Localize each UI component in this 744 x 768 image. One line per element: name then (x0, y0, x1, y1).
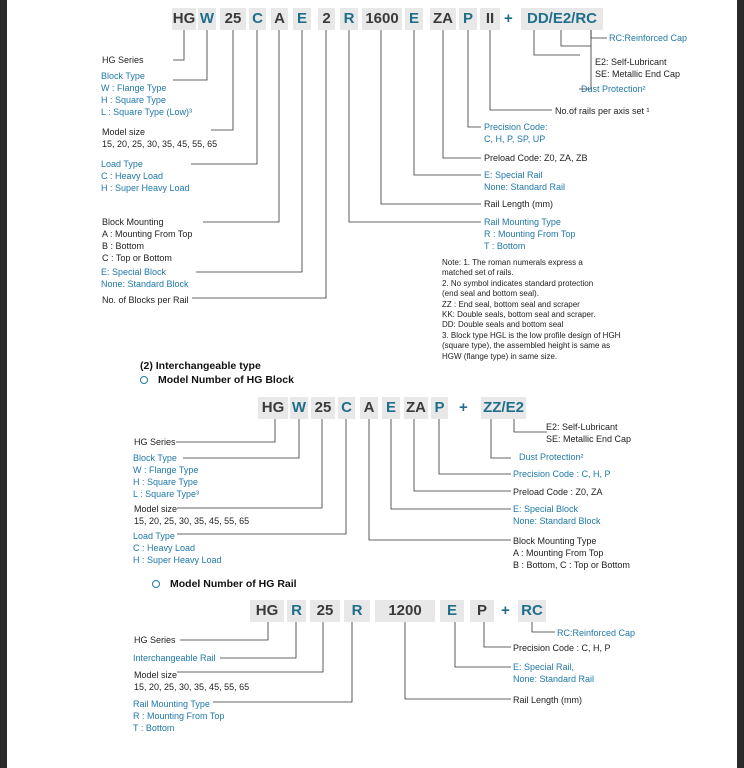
label-self-lubricant: E2: Self-Lubricant SE: Metallic End Cap (595, 57, 681, 79)
code-block-type: W (198, 8, 216, 30)
code3-rail-mounting: R (344, 600, 370, 622)
bullet-icon (152, 580, 160, 588)
code2-precision: P (431, 397, 448, 419)
code-special-block: E (293, 8, 311, 30)
label3-reinforced-cap: RC:Reinforced Cap (557, 628, 636, 638)
label-dust-protection: Dust Protection² (581, 84, 646, 94)
label-special-block: E: Special Block None: Standard Block (101, 267, 189, 289)
label-hg-series: HG Series (102, 55, 144, 65)
code-plus: + (504, 10, 513, 27)
label3-rail-length: Rail Length (mm) (513, 695, 583, 705)
label-rail-length: Rail Length (mm) (484, 199, 554, 209)
code-rail-mounting: R (340, 8, 358, 30)
code2-options: ZZ/E2 (481, 397, 526, 419)
code2-block-type: W (290, 397, 308, 419)
label-special-rail: E: Special Rail None: Standard Rail (484, 170, 566, 192)
subheading-block: Model Number of HG Block (140, 374, 294, 386)
code-rails-per-axis: II (480, 8, 500, 30)
code-rail-length: 1600 (362, 8, 402, 30)
label-rails-per-axis: No.of rails per axis set ¹ (555, 106, 650, 116)
label2-self-lubricant: E2: Self-Lubricant SE: Metallic End Cap (546, 422, 632, 444)
code-precision: P (459, 8, 477, 30)
label3-interchangeable-rail: Interchangeable Rail (133, 653, 216, 663)
code2-preload: ZA (404, 397, 428, 419)
label2-precision-code: Precision Code : C, H, P (513, 469, 611, 479)
code2-special-block: E (382, 397, 400, 419)
label-block-mounting: Block Mounting A : Mounting From Top B : Bottom C : Top or Bottom (102, 217, 193, 263)
code3-model-size: 25 (310, 600, 340, 622)
label2-model-size: Model size 15, 20, 25, 30, 35, 45, 55, 65 (134, 504, 250, 526)
section-heading-interchangeable: (2) Interchangeable type (140, 360, 261, 372)
label2-block-type: Block Type W : Flange Type H : Square Type L : Square Type³ (133, 453, 200, 499)
code-preload: ZA (430, 8, 456, 30)
code-options: DD/E2/RC (521, 8, 603, 30)
label2-hg-series: HG Series (134, 437, 176, 447)
label3-rail-mounting: Rail Mounting Type R : Mounting From Top T : Bottom (133, 699, 225, 733)
label-reinforced-cap: RC:Reinforced Cap (609, 33, 688, 43)
code3-rail-length: 1200 (375, 600, 435, 622)
code2-plus: + (459, 399, 468, 416)
label2-load-type: Load Type C : Heavy Load H : Super Heavy Load (133, 531, 222, 565)
label2-block-mounting: Block Mounting Type A : Mounting From Top B : Bottom, C : Top or Bottom (513, 536, 630, 570)
bullet-icon (140, 376, 148, 384)
code2-load-type: C (338, 397, 355, 419)
label-block-type: Block Type W : Flange Type H : Square Type L : Square Type (Low)³ (101, 71, 193, 117)
code-block-mounting: A (271, 8, 288, 30)
code-special-rail: E (405, 8, 423, 30)
label3-special-rail: E: Special Rail, None: Standard Rail (513, 662, 595, 684)
label-load-type: Load Type C : Heavy Load H : Super Heavy Load (101, 159, 190, 193)
label3-precision-code: Precision Code : C, H, P (513, 643, 611, 653)
code-load-type: C (249, 8, 266, 30)
label2-special-block: E: Special Block None: Standard Block (513, 504, 601, 526)
code3-precision: P (470, 600, 494, 622)
code2-block-mounting: A (360, 397, 378, 419)
code2-model-size: 25 (311, 397, 335, 419)
code3-special-rail: E (440, 600, 464, 622)
code2-hg: HG (258, 397, 288, 419)
code-blocks-per-rail: 2 (318, 8, 335, 30)
label-model-size: Model size 15, 20, 25, 30, 35, 45, 55, 65 (102, 127, 218, 149)
notes: Note: 1. The roman numerals express a matched set of rails. 2. No symbol indicates standard protection (end seal and bottom seal). ZZ : End seal, bottom seal and scraper KK: Double seals, bottom seal and scraper. DD: Double seals and bottom seal 3. Block type HGL is the low profile design of HGH (square type), the assembled height is same as HGW (flange type) in same size. (442, 258, 621, 361)
label-precision-code: Precision Code: C, H, P, SP, UP (484, 122, 548, 144)
label-rail-mounting: Rail Mounting Type R : Mounting From Top T : Bottom (484, 217, 576, 251)
code3-hg: HG (250, 600, 284, 622)
label-preload-code: Preload Code: Z0, ZA, ZB (484, 153, 588, 163)
label3-model-size: Model size 15, 20, 25, 30, 35, 45, 55, 65 (134, 670, 250, 692)
label2-dust-protection: Dust Protection² (519, 452, 584, 462)
code3-plus: + (501, 602, 510, 619)
code-model-size: 25 (220, 8, 246, 30)
subheading-rail: Model Number of HG Rail (152, 578, 297, 590)
label2-preload-code: Preload Code : Z0, ZA (513, 487, 603, 497)
label3-hg-series: HG Series (134, 635, 176, 645)
code-hg: HG (172, 8, 196, 30)
code3-reinforced-cap: RC (518, 600, 546, 622)
code3-interchangeable-rail: R (287, 600, 306, 622)
label-blocks-per-rail: No. of Blocks per Rail (102, 295, 189, 305)
